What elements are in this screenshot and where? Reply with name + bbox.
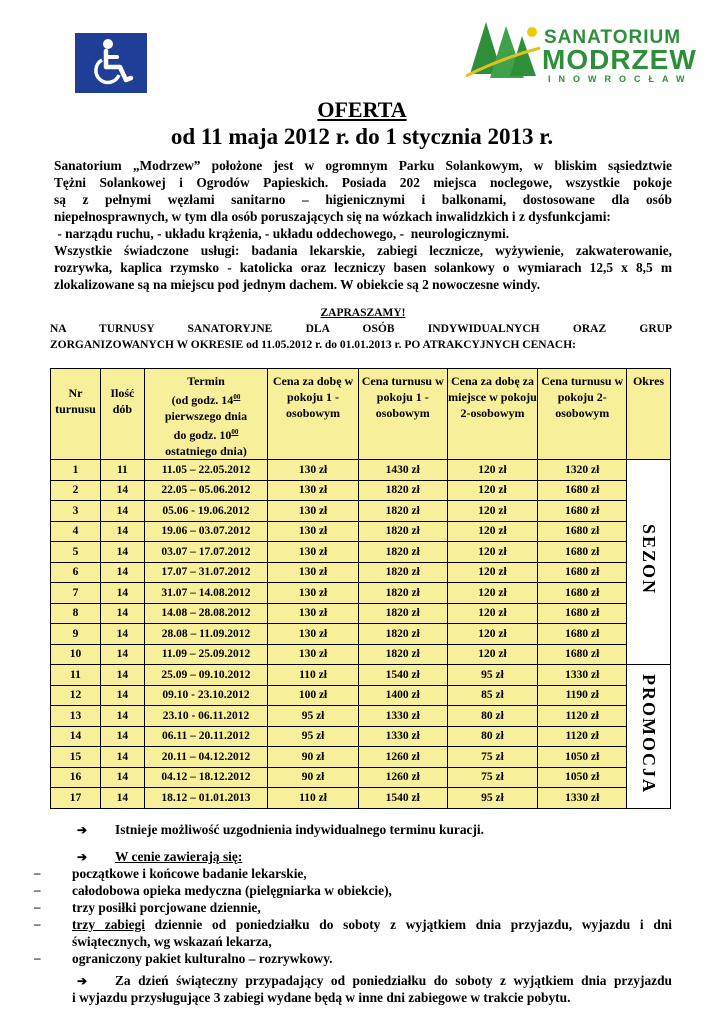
table-row <box>51 685 671 706</box>
note-holiday-cont: i wyjazdu przysługujące 3 zabiegi wydane będą w inne dni zabiegowe w trakcie pobytu. <box>72 990 571 1005</box>
cell-termin: 20.11 – 04.12.2012 <box>144 747 267 768</box>
intro-line: Wszystkie świadczone usługi: badania lekarskie, zabiegi lecznicze, wyżywienie, zakwaterowanie, <box>54 243 672 258</box>
cell-c1: 90 zł <box>268 767 359 788</box>
cell-c2: 1260 zł <box>358 767 447 788</box>
table-row <box>51 583 671 604</box>
offer-title: OFERTA <box>317 97 407 122</box>
header-ilosc: Ilość dób <box>100 369 144 460</box>
cell-c2: 1400 zł <box>358 685 447 706</box>
price-table <box>50 368 671 809</box>
cell-c4: 1680 zł <box>538 603 627 624</box>
cell-c4: 1680 zł <box>538 624 627 645</box>
cell-nr: 16 <box>51 767 101 788</box>
bullet-dash: – <box>34 882 41 897</box>
cell-c4: 1680 zł <box>538 644 627 665</box>
cell-termin: 14.08 – 28.08.2012 <box>144 603 267 624</box>
cell-doby: 14 <box>100 665 144 686</box>
cell-c1: 90 zł <box>268 747 359 768</box>
cell-c3: 85 zł <box>447 685 538 706</box>
cell-termin: 31.07 – 14.08.2012 <box>144 583 267 604</box>
cell-termin: 22.05 – 05.06.2012 <box>144 480 267 501</box>
intro-line: Tężni Solankowej i Ogrodów Papieskich. Posiada 202 miejsca noclegowe, wszystkie pokoje <box>54 175 672 190</box>
cell-c1: 130 zł <box>268 583 359 604</box>
cell-nr: 2 <box>51 480 101 501</box>
cell-c3: 75 zł <box>447 767 538 788</box>
cell-doby: 14 <box>100 726 144 747</box>
cell-termin: 11.05 – 22.05.2012 <box>144 460 267 481</box>
intro-line: niepełnosprawnych, w tym dla osób poruszających się na wózkach inwalidzkich i z dysfunkcjami: <box>54 209 611 224</box>
cell-doby: 14 <box>100 788 144 809</box>
header-termin: Termin (od godz. $14^{00}$ pierwszego dnia do godz. $10^{00}$ ostatniego dnia) <box>144 369 267 460</box>
cell-termin: 25.09 – 09.10.2012 <box>144 665 267 686</box>
table-row <box>51 501 671 522</box>
cell-termin: 18.12 – 01.01.2013 <box>144 788 267 809</box>
cell-c4: 1680 zł <box>538 521 627 542</box>
cell-c4: 1330 zł <box>538 788 627 809</box>
cell-termin: 04.12 – 18.12.2012 <box>144 767 267 788</box>
cell-c3: 80 zł <box>447 706 538 727</box>
cell-nr: 11 <box>51 665 101 686</box>
cell-c2: 1540 zł <box>358 788 447 809</box>
cell-nr: 1 <box>51 460 101 481</box>
header-cena-2os: Cena za dobę za miejsce w pokoju 2-osobowym <box>447 369 538 460</box>
intro-line: są z pełnymi węzłami sanitarno – higienicznymi i balkonami, dostosowane dla osób <box>54 192 672 207</box>
table-header-row <box>51 369 671 460</box>
cell-c2: 1260 zł <box>358 747 447 768</box>
cell-c2: 1820 zł <box>358 562 447 583</box>
cell-termin: 19.06 – 03.07.2012 <box>144 521 267 542</box>
cell-c4: 1190 zł <box>538 685 627 706</box>
cell-c2: 1540 zł <box>358 665 447 686</box>
cell-c1: 130 zł <box>268 501 359 522</box>
cell-c3: 120 zł <box>447 603 538 624</box>
header-cena-1os: Cena za dobę w pokoju 1 - osobowym <box>268 369 359 460</box>
cell-c3: 120 zł <box>447 460 538 481</box>
cell-termin: 03.07 – 17.07.2012 <box>144 542 267 563</box>
cell-c4: 1680 zł <box>538 562 627 583</box>
period-sezon: SEZON <box>627 460 671 665</box>
cell-c2: 1820 zł <box>358 542 447 563</box>
cell-c1: 130 zł <box>268 460 359 481</box>
included-item: ograniczony pakiet kulturalno – rozrywkowy. <box>72 951 333 966</box>
cell-nr: 6 <box>51 562 101 583</box>
cell-c3: 120 zł <box>447 562 538 583</box>
cell-c2: 1820 zł <box>358 603 447 624</box>
cell-c1: 95 zł <box>268 706 359 727</box>
table-row <box>51 542 671 563</box>
cell-nr: 13 <box>51 706 101 727</box>
offer-dates: od 11 maja 2012 r. do 1 stycznia 2013 r. <box>170 124 554 149</box>
cell-termin: 06.11 – 20.11.2012 <box>144 726 267 747</box>
cell-c1: 130 zł <box>268 562 359 583</box>
cell-c2: 1430 zł <box>358 460 447 481</box>
cell-c3: 95 zł <box>447 665 538 686</box>
cell-c2: 1330 zł <box>358 726 447 747</box>
cell-c1: 130 zł <box>268 521 359 542</box>
note-holiday: Za dzień świąteczny przypadający od poniedziałku do soboty z wyjątkiem dnia przyjazdu <box>115 973 672 988</box>
intro-line: rozrywka, kaplica rzymsko - katolicka oraz leczniczy basen solankowy o wymiarach 12,5 x 8,5 m <box>54 260 672 275</box>
cell-c1: 95 zł <box>268 726 359 747</box>
included-item: trzy posiłki porcjowane dziennie, <box>72 900 261 915</box>
cell-c3: 120 zł <box>447 624 538 645</box>
cell-c4: 1050 zł <box>538 747 627 768</box>
cell-nr: 5 <box>51 542 101 563</box>
cell-c1: 130 zł <box>268 542 359 563</box>
cell-c3: 80 zł <box>447 726 538 747</box>
cell-doby: 14 <box>100 542 144 563</box>
cell-nr: 4 <box>51 521 101 542</box>
cell-doby: 14 <box>100 562 144 583</box>
header-nr: Nr turnusu <box>51 369 101 460</box>
table-row <box>51 480 671 501</box>
logo-line2: MODRZEW <box>542 44 697 75</box>
cell-doby: 14 <box>100 603 144 624</box>
cell-doby: 14 <box>100 706 144 727</box>
note-individual-term: Istnieje możliwość uzgodnienia indywidualnego terminu kuracji. <box>115 822 485 837</box>
wheelchair-accessibility-icon <box>75 33 147 93</box>
cell-termin: 17.07 – 31.07.2012 <box>144 562 267 583</box>
included-item-cont: świątecznych, wg wskazań lekarza, <box>72 934 272 949</box>
arrow-right-icon: ➔ <box>77 850 88 864</box>
table-row <box>51 460 671 481</box>
included-item: początkowe i końcowe badanie lekarskie, <box>72 866 307 881</box>
cell-c1: 100 zł <box>268 685 359 706</box>
sanatorium-logo <box>462 18 697 84</box>
cell-doby: 14 <box>100 685 144 706</box>
bullet-dash: – <box>34 916 41 931</box>
bullet-dash: – <box>34 899 41 914</box>
cell-c3: 120 zł <box>447 521 538 542</box>
cell-doby: 14 <box>100 521 144 542</box>
cell-c4: 1120 zł <box>538 706 627 727</box>
table-row <box>51 665 671 686</box>
cell-nr: 9 <box>51 624 101 645</box>
cell-c3: 120 zł <box>447 644 538 665</box>
arrow-right-icon: ➔ <box>77 823 88 837</box>
bullet-dash: – <box>34 950 41 965</box>
cell-c4: 1330 zł <box>538 665 627 686</box>
cell-c4: 1320 zł <box>538 460 627 481</box>
cell-c2: 1820 zł <box>358 501 447 522</box>
included-item: całodobowa opieka medyczna (pielęgniarka w obiekcie), <box>72 883 392 898</box>
cell-nr: 14 <box>51 726 101 747</box>
invite-line: ZORGANIZOWANYCH W OKRESIE od 11.05.2012 r. do 01.01.2013 r. PO ATRAKCYJNYCH CENACH: <box>50 339 576 351</box>
cell-c2: 1820 zł <box>358 480 447 501</box>
cell-termin: 11.09 – 25.09.2012 <box>144 644 267 665</box>
cell-c2: 1820 zł <box>358 521 447 542</box>
included-item: trzy zabiegi dziennie od poniedziałku do soboty z wyjątkiem dnia przyjazdu, wyjazdu i dni <box>72 917 672 932</box>
intro-line: - narządu ruchu, - układu krążenia, - układu oddechowego, - neurologicznymi. <box>54 226 510 241</box>
table-row <box>51 747 671 768</box>
cell-termin: 05.06 - 19.06.2012 <box>144 501 267 522</box>
header-turnus-1os: Cena turnusu w pokoju 1 - osobowym <box>358 369 447 460</box>
invite-line: NA TURNUSY SANATORYJNE DLA OSÓB INDYWIDUALNYCH ORAZ GRUP <box>50 323 672 335</box>
cell-c4: 1680 zł <box>538 501 627 522</box>
cell-c3: 120 zł <box>447 583 538 604</box>
table-row <box>51 644 671 665</box>
table-row <box>51 603 671 624</box>
cell-c3: 75 zł <box>447 747 538 768</box>
cell-c1: 110 zł <box>268 665 359 686</box>
cell-doby: 14 <box>100 501 144 522</box>
cell-doby: 14 <box>100 583 144 604</box>
cell-doby: 14 <box>100 480 144 501</box>
cell-termin: 28.08 – 11.09.2012 <box>144 624 267 645</box>
logo-line3: INOWROCŁAW <box>548 74 693 84</box>
cell-nr: 8 <box>51 603 101 624</box>
cell-c4: 1680 zł <box>538 542 627 563</box>
cell-c2: 1820 zł <box>358 583 447 604</box>
cell-nr: 12 <box>51 685 101 706</box>
cell-nr: 3 <box>51 501 101 522</box>
cell-c4: 1050 zł <box>538 767 627 788</box>
period-promocja: PROMOCJA <box>627 665 671 809</box>
cell-doby: 14 <box>100 747 144 768</box>
table-row <box>51 788 671 809</box>
cell-doby: 14 <box>100 644 144 665</box>
cell-c3: 120 zł <box>447 542 538 563</box>
cell-nr: 15 <box>51 747 101 768</box>
cell-c1: 130 zł <box>268 603 359 624</box>
cell-nr: 10 <box>51 644 101 665</box>
cell-c4: 1680 zł <box>538 480 627 501</box>
cell-nr: 7 <box>51 583 101 604</box>
cell-c3: 120 zł <box>447 501 538 522</box>
table-row <box>51 562 671 583</box>
note-included-heading: W cenie zawierają się: <box>115 849 243 864</box>
cell-c3: 120 zł <box>447 480 538 501</box>
cell-doby: 14 <box>100 624 144 645</box>
cell-doby: 14 <box>100 767 144 788</box>
intro-line: Sanatorium „Modrzew” położone jest w ogromnym Parku Solankowym, w bliskim sąsiedztwie <box>54 158 672 173</box>
cell-c2: 1330 zł <box>358 706 447 727</box>
table-row <box>51 624 671 645</box>
table-row <box>51 706 671 727</box>
header-okres: Okres <box>627 369 671 460</box>
tree-logo-icon <box>462 18 542 84</box>
cell-c4: 1680 zł <box>538 583 627 604</box>
cell-c4: 1120 zł <box>538 726 627 747</box>
arrow-right-icon: ➔ <box>77 974 88 988</box>
invite-heading: ZAPRASZAMY! <box>320 307 406 319</box>
cell-termin: 09.10 - 23.10.2012 <box>144 685 267 706</box>
cell-nr: 17 <box>51 788 101 809</box>
cell-c1: 130 zł <box>268 624 359 645</box>
cell-doby: 11 <box>100 460 144 481</box>
table-row <box>51 767 671 788</box>
cell-c2: 1820 zł <box>358 624 447 645</box>
cell-c3: 95 zł <box>447 788 538 809</box>
cell-c1: 110 zł <box>268 788 359 809</box>
header-turnus-2os: Cena turnusu w pokoju 2- osobowym <box>538 369 627 460</box>
table-row <box>51 521 671 542</box>
bullet-dash: – <box>34 865 41 880</box>
cell-termin: 23.10 - 06.11.2012 <box>144 706 267 727</box>
logo-line1: SANATORIUM <box>544 27 682 48</box>
intro-line: zlokalizowane są na miejscu pod jednym dachem. W obiekcie są 2 nowoczesne windy. <box>54 277 541 292</box>
table-row <box>51 726 671 747</box>
cell-c1: 130 zł <box>268 480 359 501</box>
cell-c2: 1820 zł <box>358 644 447 665</box>
cell-c1: 130 zł <box>268 644 359 665</box>
